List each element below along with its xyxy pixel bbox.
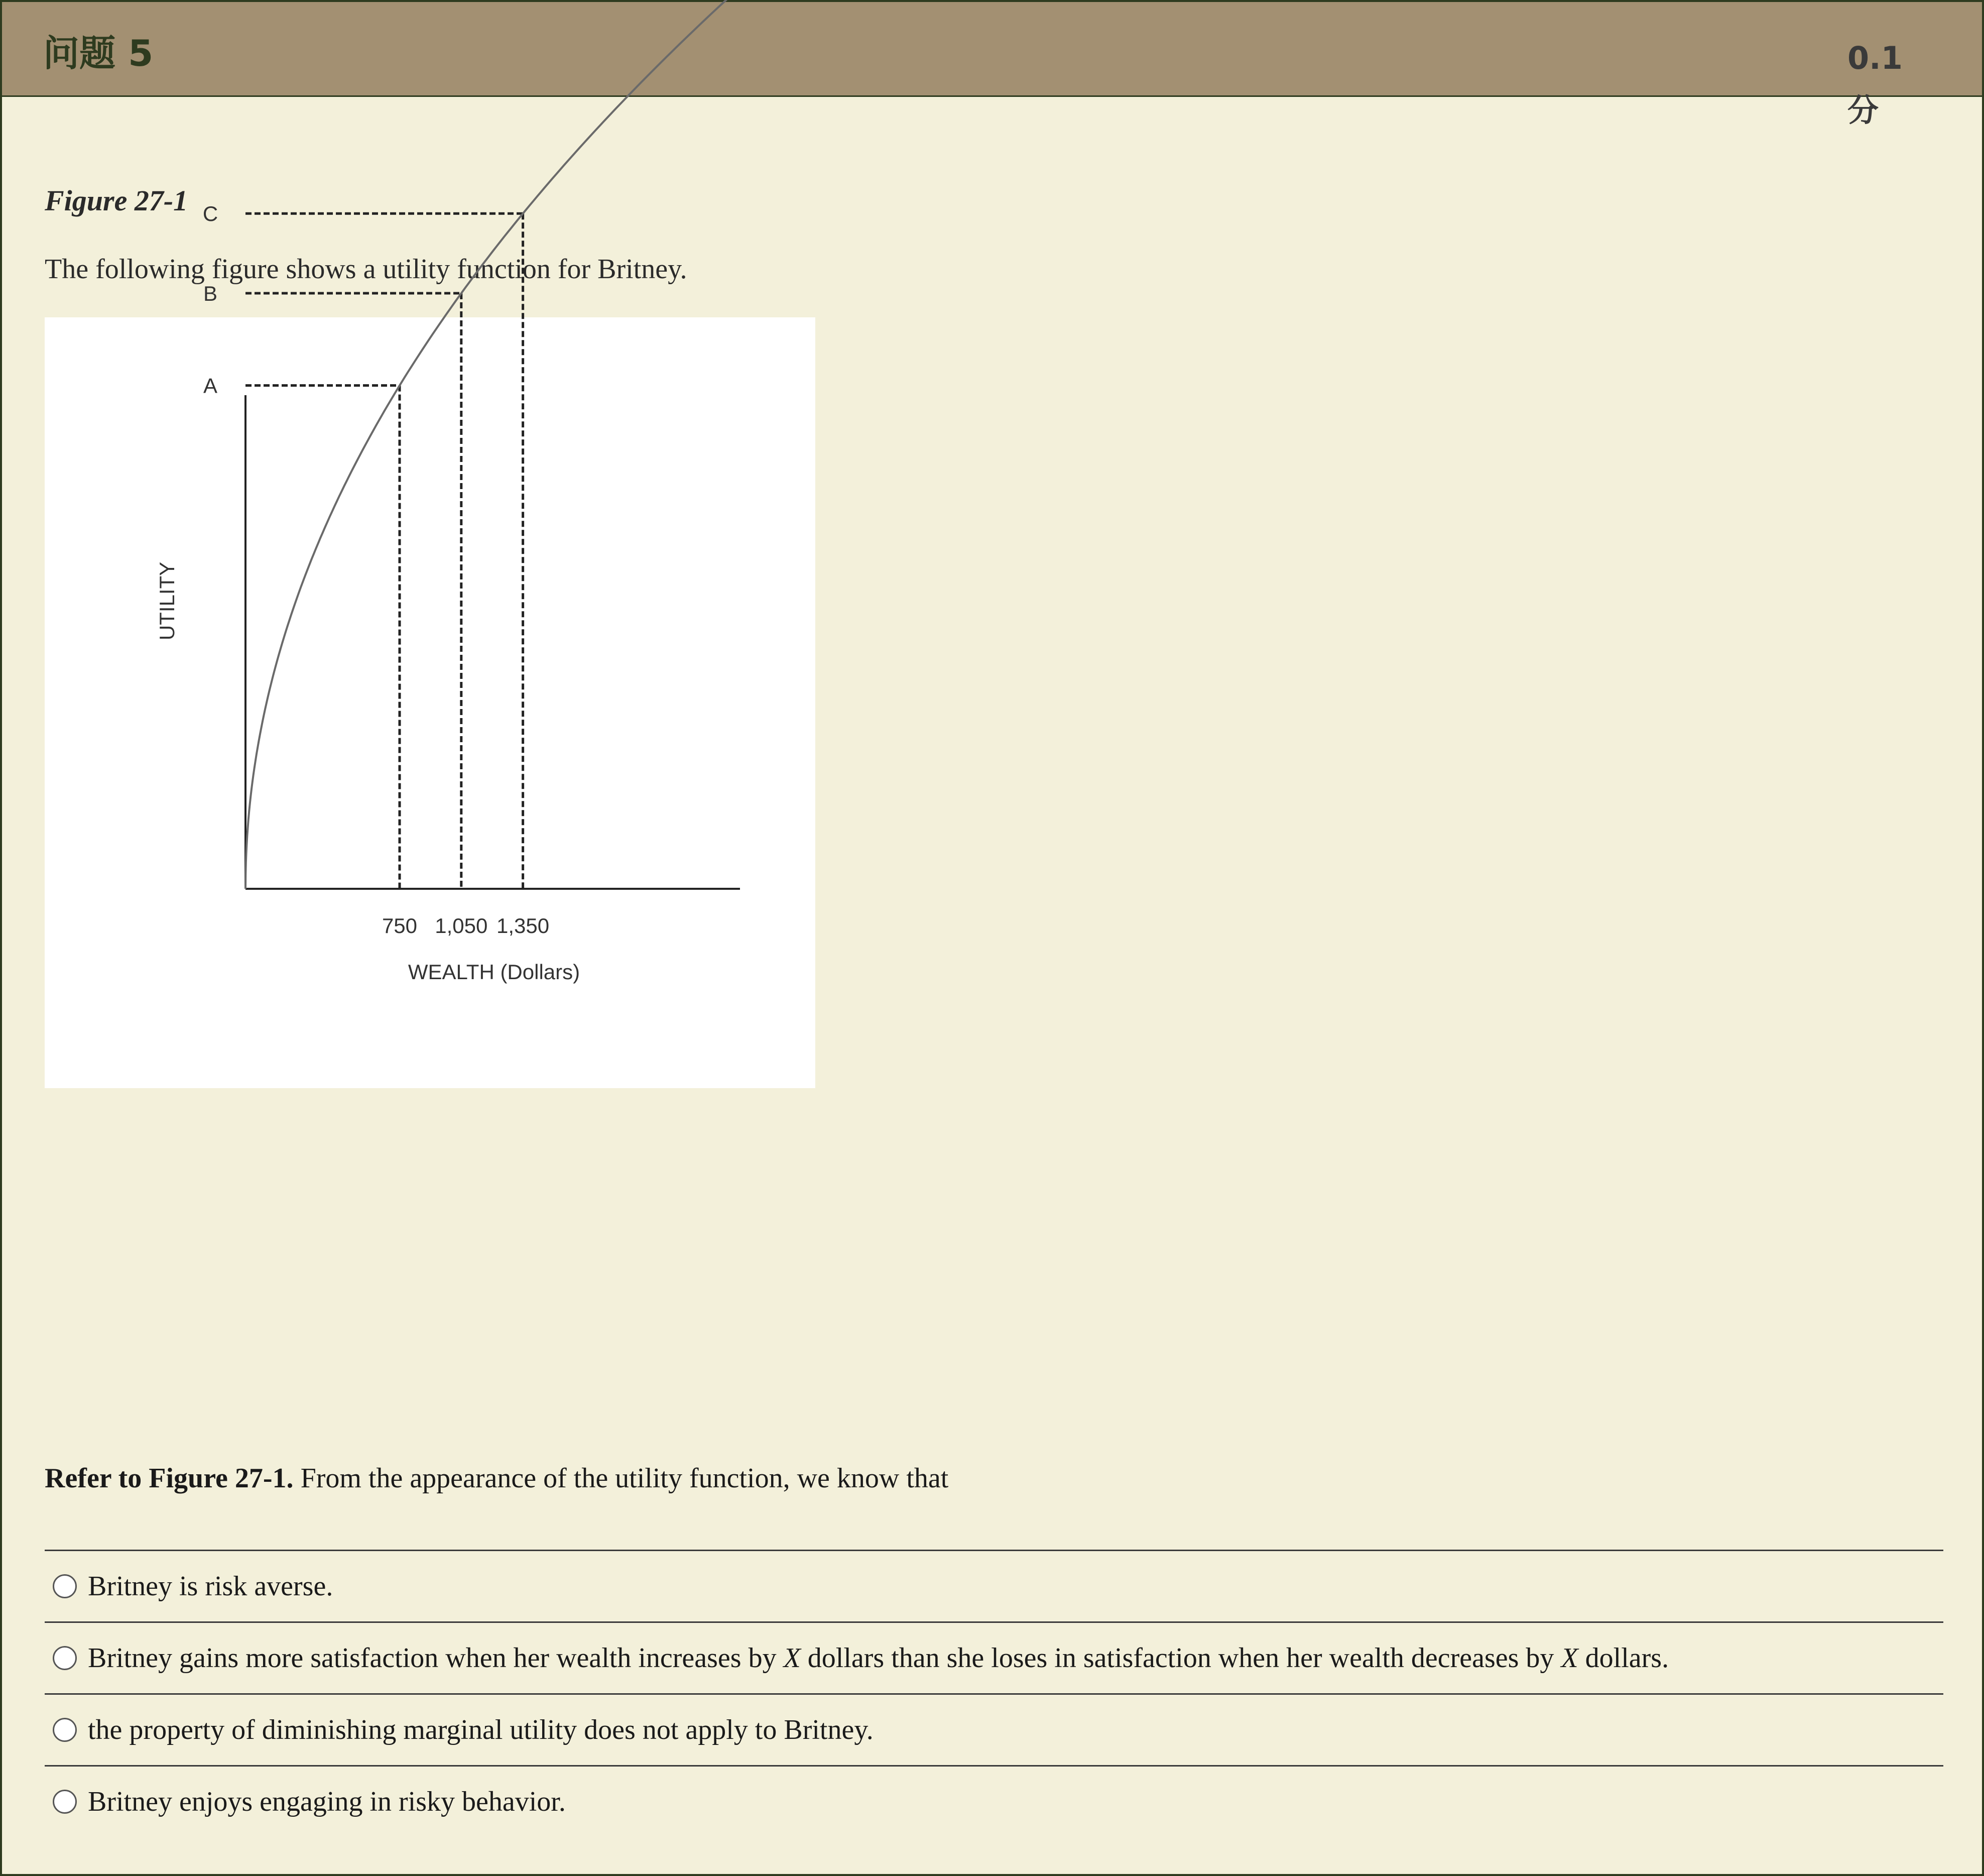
answer-option-text: Britney enjoys engaging in risky behavior.: [88, 1786, 566, 1817]
variable-x: X: [783, 1643, 801, 1674]
y-tick-label: C: [202, 202, 218, 226]
answer-option-text-part: Britney gains more satisfaction when her wealth increases by: [88, 1643, 784, 1674]
variable-x: X: [1561, 1643, 1578, 1674]
answer-option-text-part: dollars.: [1578, 1643, 1669, 1674]
question-lead: Refer to Figure 27-1.: [45, 1463, 294, 1494]
y-tick-label: B: [203, 282, 218, 306]
answer-option-4[interactable]: [45, 1765, 1943, 1837]
x-tick-label: 1,350: [497, 914, 550, 937]
answer-option-1[interactable]: [45, 1550, 1943, 1621]
answer-option-text-part: dollars than she loses in satisfaction when her wealth decreases by: [800, 1643, 1561, 1674]
figure-intro: The following figure shows a utility function for Britney.: [45, 254, 687, 285]
y-axis-label: UTILITY: [155, 561, 179, 641]
y-tick-label: A: [203, 374, 218, 398]
x-axis-label: WEALTH (Dollars): [408, 960, 580, 984]
question-number: 问题 5: [43, 32, 154, 74]
x-tick-label: 750: [382, 914, 418, 937]
answer-option-2[interactable]: [45, 1621, 1943, 1693]
answer-option-text: Britney is risk averse.: [88, 1571, 333, 1602]
answer-option-3[interactable]: [45, 1693, 1943, 1765]
question-points: 0.1 分: [1847, 40, 1903, 129]
answer-option-text: the property of diminishing marginal utility does not apply to Britney.: [88, 1714, 874, 1745]
radio-button[interactable]: [53, 1718, 77, 1742]
answer-options: [45, 1550, 1943, 1837]
question-body: From the appearance of the utility function, we know that: [293, 1463, 949, 1494]
figure-title: Figure 27-1: [45, 184, 188, 217]
question-text: [45, 1462, 948, 1494]
utility-curve: [245, 0, 873, 889]
radio-button[interactable]: [53, 1646, 77, 1670]
question-header: [2, 2, 1982, 129]
radio-button[interactable]: [53, 1790, 77, 1814]
x-tick-label: 1,050: [435, 914, 488, 937]
radio-button[interactable]: [53, 1574, 77, 1598]
answer-option-text: [88, 1642, 1669, 1674]
